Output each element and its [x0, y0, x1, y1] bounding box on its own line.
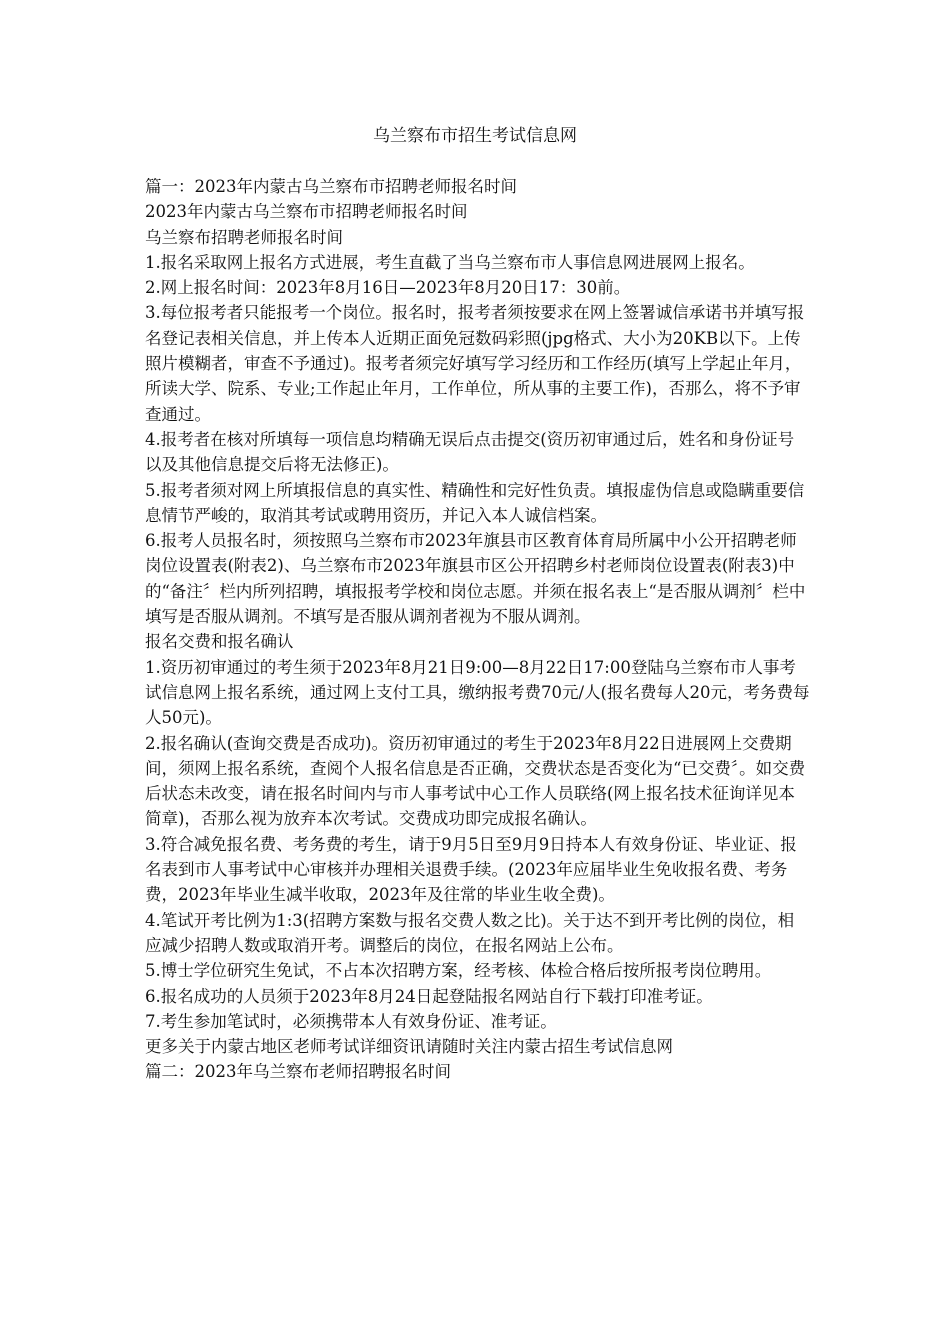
paragraph: 5.报考者须对网上所填报信息的真实性、精确性和完好性负责。填报虚伪信息或隐瞒重要信息情节严峻的，取消其考试或聘用资历，并记入本人诚信档案。	[145, 480, 805, 525]
paragraph: 2.报名确认(查询交费是否成功)。资历初审通过的考生于2023年8月22日进展网上交费期间，须网上报名系统，查阅个人报名信息是否正确，交费状态是否变化为“已交费〞。如交费后状态未改变，请在报名时间内与市人事考试中心工作人员联络(网上报名技术征询详见本简章)，否那么视为放弃本次考试。交费成功即完成报名确认。	[145, 733, 806, 829]
paragraph: 7.考生参加笔试时，必须携带本人有效身份证、准考证。	[145, 1011, 557, 1031]
paragraph: 5.博士学位研究生免试，不占本次招聘方案，经考核、体检合格后按所报考岗位聘用。	[145, 961, 772, 981]
paragraph: 4.笔试开考比例为1:3(招聘方案数与报名交费人数之比)。关于达不到开考比例的岗位，相应减少招聘人数或取消开考。调整后的岗位，在报名网站上公布。	[145, 910, 795, 955]
subsection-heading: 报名交费和报名确认	[145, 632, 294, 652]
paragraph: 6.报考人员报名时，须按照乌兰察布市2023年旗县市区教育体育局所属中小公开招聘老师岗位设置表(附表2)、乌兰察布市2023年旗县市区公开招聘乡村老师岗位设置表(附表3)中的“备注〞栏内所列招聘，填报报考学校和岗位志愿。并须在报名表上“是否服从调剂〞栏中填写是否服从调剂。不填写是否服从调剂者视为不服从调剂。	[145, 531, 806, 627]
paragraph: 3.符合减免报名费、考务费的考生，请于9月5日至9月9日持本人有效身份证、毕业证、报名表到市人事考试中心审核并办理相关退费手续。(2023年应届毕业生免收报名费、考务费，2023年毕业生减半收取，2023年及往常的毕业生收全费)。	[145, 834, 797, 905]
paragraph: 1.资历初审通过的考生须于2023年8月21日9:00—8月22日17:00登陆乌兰察布市人事考试信息网上报名系统，通过网上支付工具，缴纳报考费70元/人(报名费每人20元，考务费每人50元)。	[145, 657, 810, 728]
paragraph: 1.报名采取网上报名方式进展，考生直截了当乌兰察布市人事信息网进展网上报名。	[145, 252, 755, 272]
section-heading: 篇二：2023年乌兰察布老师招聘报名时间	[145, 1062, 451, 1082]
paragraph: 3.每位报考者只能报考一个岗位。报名时，报考者须按要求在网上签署诚信承诺书并填写报名登记表相关信息，并上传本人近期正面免冠数码彩照(jpg格式、大小为20KB以下。上传照片模糊者，审查不予通过)。报考者须完好填写学习经历和工作经历(填写上学起止年月，所读大学、院系、专业;工作起止年月，工作单位，所从事的主要工作)，否那么，将不予审查通过。	[145, 303, 805, 424]
section-heading: 篇一：2023年内蒙古乌兰察布市招聘老师报名时间	[145, 177, 517, 196]
paragraph: 6.报名成功的人员须于2023年8月24日起登陆报名网站自行下载打印准考证。	[145, 986, 713, 1006]
paragraph: 2023年内蒙古乌兰察布市招聘老师报名时间	[145, 202, 468, 222]
paragraph: 乌兰察布招聘老师报名时间	[145, 227, 343, 247]
paragraph: 4.报考者在核对所填每一项信息均精确无误后点击提交(资历初审通过后，姓名和身份证号以及其他信息提交后将无法修正)。	[145, 429, 795, 475]
page-title: 乌兰察布市招生考试信息网	[373, 126, 577, 146]
paragraph: 更多关于内蒙古地区老师考试详细资讯请随时关注内蒙古招生考试信息网	[145, 1037, 673, 1057]
document-body	[145, 174, 810, 1085]
paragraph: 2.网上报名时间：2023年8月16日—2023年8月20日17：30前。	[145, 278, 631, 298]
